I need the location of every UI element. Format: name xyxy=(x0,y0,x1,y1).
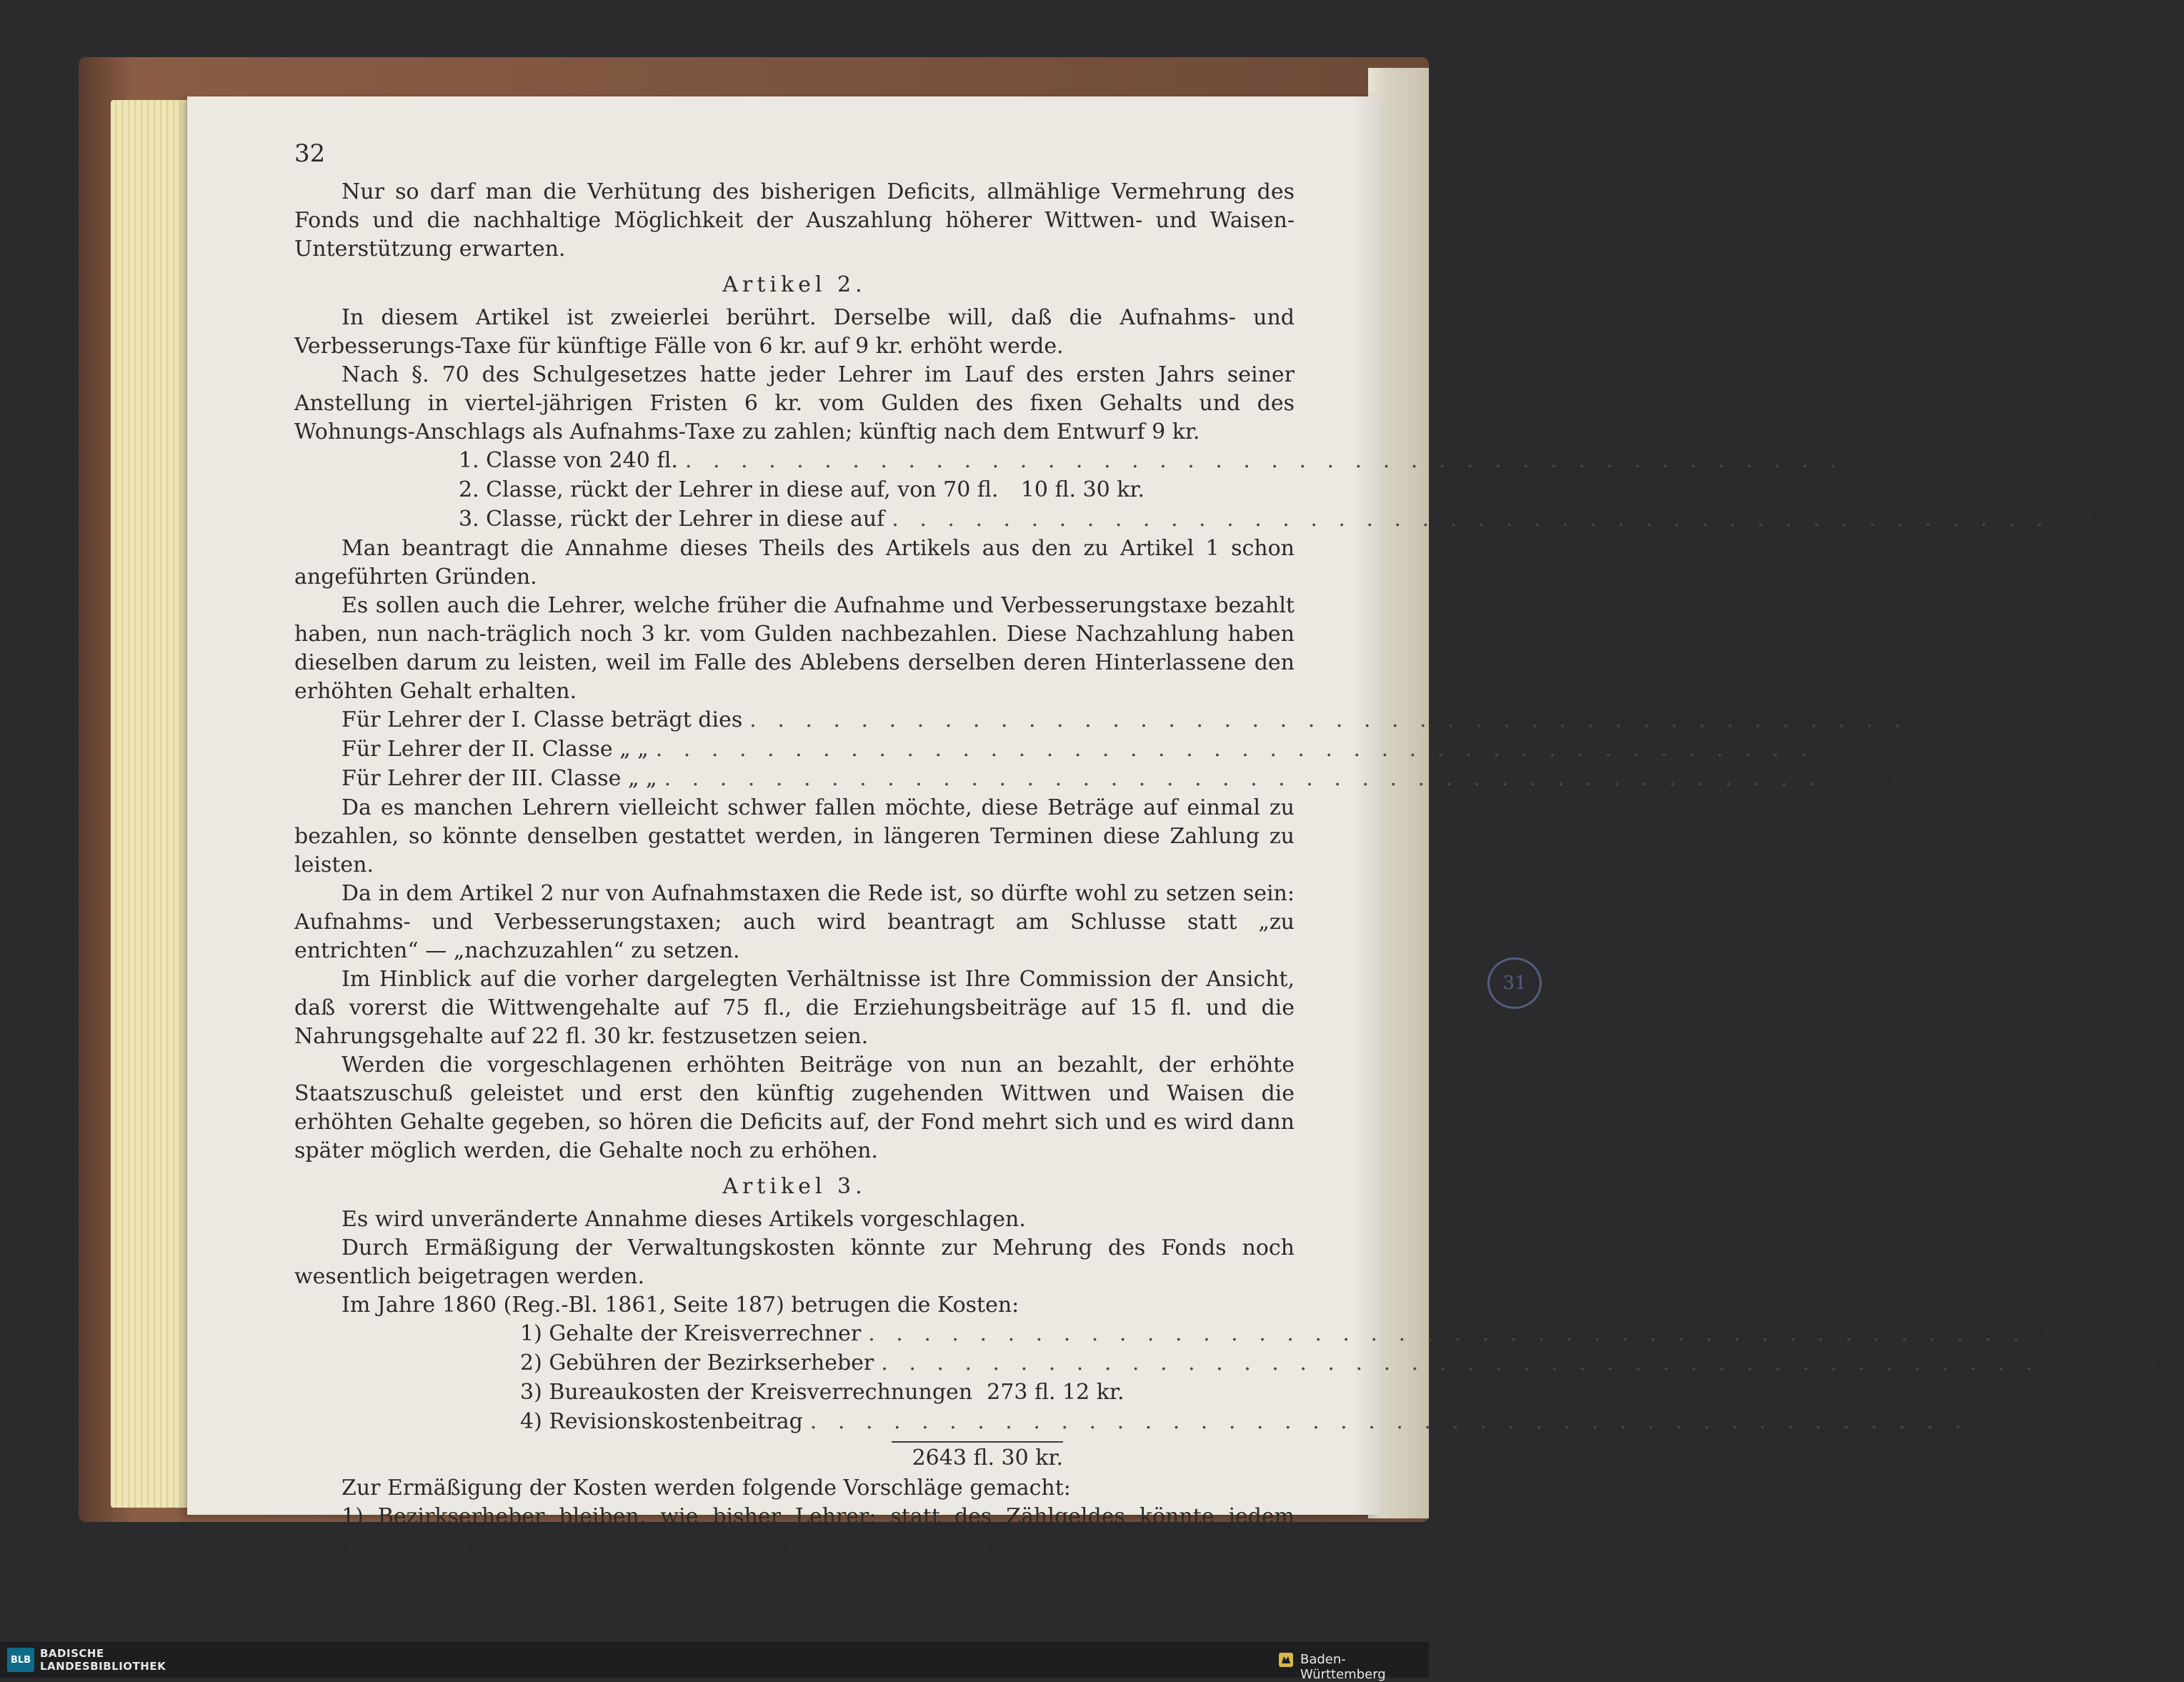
library-stamp: 31 xyxy=(1487,957,1542,1009)
article-3-paragraph: Zur Ermäßigung der Kosten werden folgende Vorschläge gemacht: xyxy=(341,1476,1071,1501)
article-2-paragraph: In diesem Artikel ist zweierlei berührt. Derselbe will, daß die Aufnahms- und Verbesserungs-Taxe für künftige Fälle von 6 kr. auf 9 kr. erhöht werde. xyxy=(294,305,1295,359)
cost-row xyxy=(520,1349,2184,1378)
fee-row xyxy=(459,505,2182,534)
cost-row xyxy=(520,1408,2113,1437)
cost-amount: 439 fl. 49 kr. xyxy=(2046,1350,2184,1375)
article-3-paragraph: Durch Ermäßigung der Verwaltungskosten könnte zur Mehrung des Fonds noch wesentlich beigetragen werden. xyxy=(294,1235,1295,1289)
leader-dots xyxy=(892,505,2050,534)
blb-logo[interactable]: BLB xyxy=(7,1648,34,1672)
fee-label: 2. Classe, rückt der Lehrer in diese auf, von 70 fl. xyxy=(459,477,999,502)
leader-dots xyxy=(685,447,1844,475)
article-2-paragraph: Im Hinblick auf die vorher dargelegten Verhältnisse ist Ihre Commission der Ansicht, daß vorerst die Wittwengehalte auf 75 fl., die Erziehungsbeiträge auf 15 fl. und die Nahrungsgehalte auf 22 fl. 30 kr. festzusetzen seien. xyxy=(294,967,1295,1049)
article-3-heading: Artikel 3. xyxy=(722,1174,867,1199)
state-name[interactable]: Baden-Württemberg xyxy=(1300,1652,1386,1682)
viewer-footer xyxy=(0,1642,1429,1682)
leader-dots xyxy=(868,1320,2027,1348)
article-2-heading: Artikel 2. xyxy=(722,272,867,297)
teacher-payment-label: Für Lehrer der I. Classe beträgt dies xyxy=(341,707,743,732)
teacher-payment-amount: 21 „ 15 „ xyxy=(1830,766,1928,791)
article-2-paragraph: Werden die vorgeschlagenen erhöhten Beiträge von nun an bezahlt, der erhöhte Staatszuschuß geleistet und erst den künftig zugehenden Wittwen und Waisen die erhöhten Gehalte gegeben, so hören die Deficits auf, der Fond mehrt sich und es wird dann später möglich werden, die Gehalte noch zu erhöhen. xyxy=(294,1053,1295,1163)
cost-row xyxy=(520,1378,1125,1408)
article-3-paragraph: 1) Bezirkserheber bleiben, wie bisher Lehrer; statt des Zählgeldes könnte jedem Bezirkserheber eine Ver-gütung für Auslagen im Betrage von 4 fl. gegeben werden. xyxy=(294,1504,1295,1558)
article-3-paragraph: Es wird unveränderte Annahme dieses Artikels vorgeschlagen. xyxy=(341,1207,1026,1232)
library-name-line2: LANDESBIBLIOTHEK xyxy=(40,1660,166,1673)
article-2-paragraph: Man beantragt die Annahme dieses Theils des Artikels aus den zu Artikel 1 schon angeführten Gründen. xyxy=(294,536,1295,589)
gilt-page-edge xyxy=(111,100,189,1508)
baden-wuerttemberg-lion-icon xyxy=(1277,1651,1295,1668)
fee-amount: 36 fl. — kr. xyxy=(1850,448,1969,473)
cost-amount: 273 fl. 12 kr. xyxy=(987,1380,1125,1405)
article-2-paragraph: Da in dem Artikel 2 nur von Aufnahmstaxen die Rede ist, so dürfte wohl zu setzen sein: Aufnahms- und Verbesserungstaxen; auch wird beantragt am Schlusse statt „zu entrichten“ — „nachzuzahlen“ zu setzen. xyxy=(294,881,1295,963)
fee-list xyxy=(459,447,2182,534)
teacher-payment-row xyxy=(341,735,1919,765)
cost-label: 3) Bureaukosten der Kreisverrechnungen xyxy=(520,1380,973,1405)
page-number: 32 xyxy=(294,139,326,168)
cost-amount: 1515 fl. 6 kr. xyxy=(2033,1321,2172,1346)
article-2-paragraph: Es sollen auch die Lehrer, welche früher die Aufnahme und Verbesserungstaxe bezahlt haben, nun nach-träglich noch 3 kr. vom Gulden nachbezahlen. Diese Nachzahlung haben dieselben darum zu leisten, weil im Falle des Ablebens derselben deren Hinterlassene den erhöhten Gehalt erhalten. xyxy=(294,593,1295,704)
leader-dots xyxy=(881,1349,2040,1378)
leader-dots xyxy=(656,735,1815,764)
cost-row xyxy=(520,1320,2172,1349)
cost-total: 2643 fl. 30 kr. xyxy=(912,1445,1063,1470)
fee-label: 1. Classe von 240 fl. xyxy=(459,448,678,473)
teacher-payment-label: Für Lehrer der III. Classe „ „ xyxy=(341,766,657,791)
fee-row xyxy=(459,447,1969,476)
article-2-paragraph: Da es manchen Lehrern vielleicht schwer fallen möchte, diese Beträge auf einmal zu bezahlen, so könnte denselben gestattet werden, in längeren Terminen diese Zahlung zu leisten. xyxy=(294,795,1295,877)
fee-row xyxy=(459,476,1145,505)
library-name-line1: BADISCHE xyxy=(40,1647,104,1660)
leader-dots xyxy=(749,706,1908,735)
library-name[interactable] xyxy=(40,1647,166,1673)
teacher-payment-label: Für Lehrer der II. Classe „ „ xyxy=(341,737,649,762)
teacher-payment-list xyxy=(341,706,2033,794)
teacher-payment-row xyxy=(341,706,2033,735)
teacher-payment-row xyxy=(341,765,1928,794)
cost-amount: 415 fl. 23 kr. xyxy=(1975,1409,2113,1434)
article-2-paragraph: Nach §. 70 des Schulgesetzes hatte jeder Lehrer im Lauf des ersten Jahrs seiner Anstellung in viertel-jährigen Fristen 6 kr. vom Gulden des fixen Gehalts und des Wohnungs-Anschlags als Aufnahms-Taxe zu zahlen; künftig nach dem Entwurf 9 kr. xyxy=(294,362,1295,444)
teacher-payment-amount: 12 fl. — kr. xyxy=(1915,707,2033,732)
cost-label: 2) Gebühren der Bezirkserheber xyxy=(520,1350,874,1375)
cost-label: 4) Revisionskostenbeitrag xyxy=(520,1409,803,1434)
cost-label: 1) Gehalte der Kreisverrechner xyxy=(520,1321,862,1346)
leader-dots xyxy=(664,765,1823,793)
article-3-paragraph: Im Jahre 1860 (Reg.-Bl. 1861, Seite 187) betrugen die Kosten: xyxy=(341,1293,1019,1318)
teacher-payment-amount: 15 „ 30 „ xyxy=(1821,737,1919,762)
fee-amount: 10 fl. 30 kr. xyxy=(1020,477,1145,502)
leader-dots xyxy=(810,1408,1969,1436)
fee-label: 3. Classe, rückt der Lehrer in diese auf xyxy=(459,507,885,532)
cost-list xyxy=(520,1320,2184,1437)
book-page xyxy=(187,96,2184,1558)
page-gutter-shadow xyxy=(1352,96,1380,1515)
fee-amount: 22 fl. 15 kr. xyxy=(2057,507,2182,532)
intro-paragraph: Nur so darf man die Verhütung des bisherigen Deficits, allmählige Vermehrung des Fonds und die nachhaltige Möglichkeit der Auszahlung höherer Wittwen- und Waisen-Unterstützung erwarten. xyxy=(294,179,1295,262)
